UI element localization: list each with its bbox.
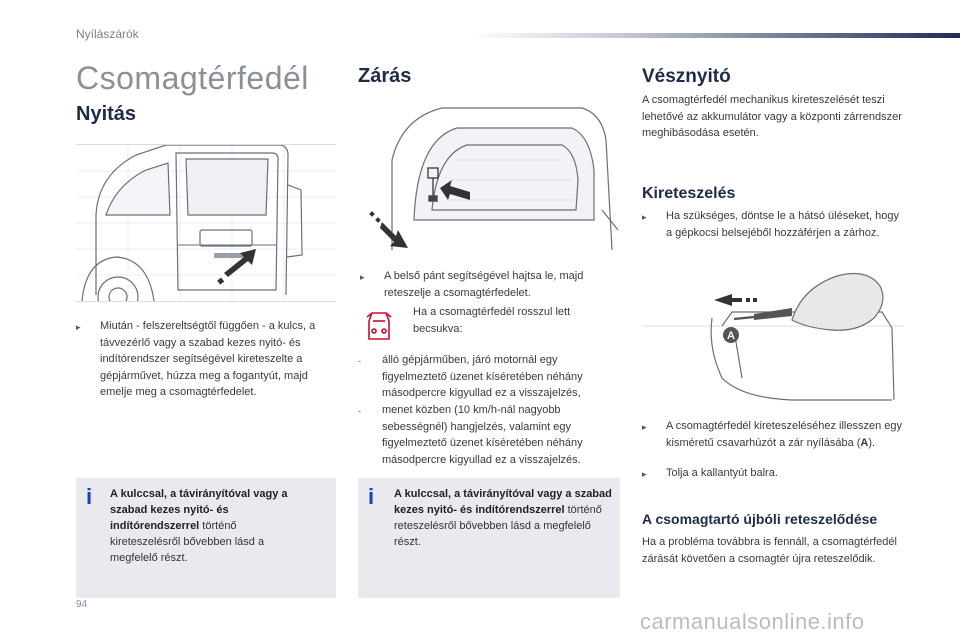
close-arrow-icon	[369, 211, 408, 248]
header-divider	[470, 33, 960, 38]
bullet-kireteszeles-3	[642, 465, 904, 483]
section-heading-zaras: Zárás	[358, 65, 412, 87]
bullet-kireteszeles-2-post: ).	[868, 436, 876, 449]
bullet-kireteszeles-1	[642, 208, 904, 241]
illustration-border-bottom	[76, 301, 336, 302]
info-text-zaras	[394, 486, 614, 550]
dash-marker: -	[358, 406, 361, 416]
bullet-zaras	[360, 268, 620, 301]
watermark: carmanualsonline.info	[640, 609, 865, 634]
push-left-arrow-icon	[714, 294, 757, 306]
section-heading-kireteszeles: Kireteszelés	[642, 185, 736, 202]
section-heading-ujboli: A csomagtartó újbóli reteszelődése	[642, 511, 878, 527]
info-box-nyitas	[76, 478, 336, 598]
bullet-kireteszeles-2	[642, 418, 904, 451]
bullet-kireteszeles-2-text	[666, 418, 904, 451]
dash-item-1	[358, 352, 618, 402]
bullet-kireteszeles-3-text: Tolja a kallantyút balra.	[666, 467, 778, 479]
page-number: 94	[76, 599, 88, 610]
bullet-kireteszeles-2-pre: A csomagtérfedél kireteszeléséhez illesszen egy kisméretű csavarhúzót a zár nyílásába (	[666, 420, 903, 449]
vesznyito-text: A csomagtérfedél mechanikus kireteszelését teszi lehetővé az akkumulátor vagy a központi zárrendszer meghibásodása esetén.	[642, 94, 902, 139]
dash-item-2	[358, 402, 618, 468]
page-title: Csomagtérfedél	[76, 60, 309, 96]
bullet-marker-icon: ▸	[642, 212, 647, 222]
bullet-marker-icon: ▸	[360, 272, 365, 282]
callout-a-label: A	[727, 330, 735, 342]
bullet-kireteszeles-2-bold: A	[860, 436, 869, 449]
info-text-nyitas	[110, 486, 290, 566]
emergency-release-illustration	[642, 268, 904, 408]
bullet-marker-icon: ▸	[642, 469, 647, 479]
bullet-zaras-text: A belső pánt segítségével hajtsa le, majd reteszelje a csomagtérfedelet.	[384, 270, 584, 299]
open-tailgate-warning-icon	[364, 309, 394, 345]
tailgate-interior-illustration	[362, 100, 620, 250]
bullet-nyitas	[76, 318, 338, 401]
section-heading-vesznyito: Vésznyitó	[642, 66, 731, 87]
bullet-kireteszeles-1-text: Ha szükséges, döntse le a hátsó üléseket, hogy a gépkocsi belsejéből hozzáférjen a zárhoz.	[666, 210, 899, 239]
van-rear-illustration	[76, 145, 336, 301]
info-icon: i	[86, 484, 93, 509]
dash-marker: -	[358, 356, 361, 366]
section-heading-nyitas: Nyitás	[76, 103, 137, 125]
dash-item-1-text: álló gépjárműben, járó motornál egy figyelmeztető üzenet kíséretében néhány másodpercre kigyullad ez a visszajelzés,	[382, 354, 583, 399]
warning-text-zaras: Ha a csomagtérfedél rosszul lett becsukva:	[413, 306, 571, 335]
bullet-marker-icon: ▸	[642, 422, 647, 432]
dash-item-2-text: menet közben (10 km/h-nál nagyobb sebességnél) hangjelzés, valamint egy figyelmeztető üzenet kíséretében néhány másodpercre kigyullad ez a visszajelzés.	[382, 404, 583, 466]
ujboli-text: Ha a probléma továbbra is fennáll, a csomagtérfedél zárását követően a csomagtér újra reteszelődik.	[642, 536, 897, 565]
bullet-marker-icon: ▸	[76, 322, 81, 332]
info-bold-zaras: A kulccsal, a távirányítóval vagy a szabad kezes nyitó- és indítórendszerrel	[394, 488, 612, 516]
running-header: Nyílászárók	[76, 27, 139, 41]
info-rest-nyitas: történő kireteszelésről bővebben lásd a megfelelő részt.	[110, 520, 265, 564]
info-box-zaras	[358, 478, 620, 598]
bullet-nyitas-text: Miután - felszereltségtől függően - a kulcs, a távvezérlő vagy a szabad kezes nyitó- és indítórendszer segítségével kireteszelte a gépjárművet, húzza meg a fogantyút, majd emelje meg a csomagtérfedelet.	[100, 320, 316, 398]
info-bold-nyitas: A kulccsal, a távirányítóval vagy a szabad kezes nyitó- és indítórendszerrel	[110, 488, 288, 532]
info-rest-zaras: történő reteszelésről bővebben lásd a megfelelő részt.	[394, 504, 602, 548]
info-icon: i	[368, 484, 375, 509]
